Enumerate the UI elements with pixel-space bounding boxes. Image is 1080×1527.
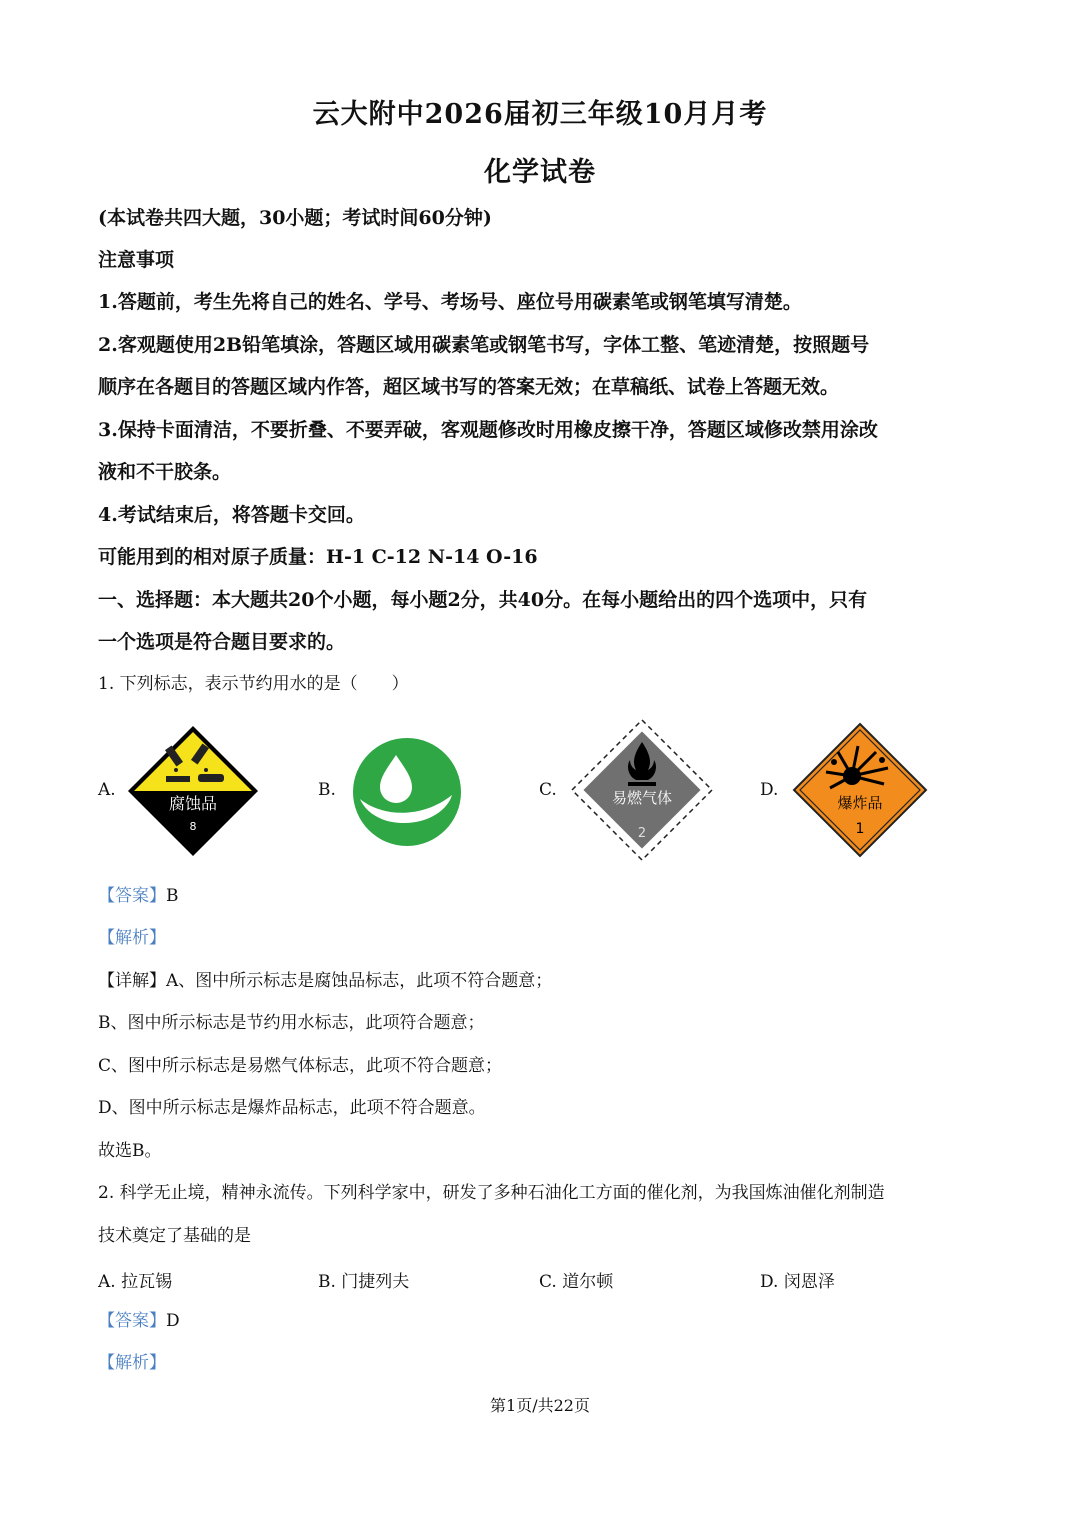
note-item-3-line-1: 3.保持卡面清洁，不要折叠、不要弄破，客观题修改时用橡皮擦干净，答题区域修改禁用涂改 [98,419,878,441]
q1-detail-b: B、图中所示标志是节约用水标志，此项符合题意； [98,1013,485,1033]
q1-detail-d: D、图中所示标志是爆炸品标志，此项不符合题意。 [98,1098,486,1118]
q1-detail-a-text: A、图中所示标志是腐蚀品标志，此项不符合题意； [166,971,553,991]
exam-title: 云大附中2026届初三年级10月月考 [312,99,768,130]
q2-choice-b: B. 门捷列夫 [318,1272,410,1292]
note-item-4: 4.考试结束后，将答题卡交回。 [98,504,365,526]
q2-choice-d: D. 闵恩泽 [760,1272,835,1292]
q1-detail-c: C、图中所示标志是易燃气体标志，此项不符合题意； [98,1056,503,1076]
q1-conclusion: 故选B。 [98,1141,162,1161]
flammable-gas-sign-text: 易燃气体 [611,789,673,807]
flammable-gas-sign-number: 2 [637,826,647,841]
page-number: 第1页/共22页 [490,1396,590,1415]
question-2-stem-line-2: 技术奠定了基础的是 [98,1226,251,1246]
note-item-3-line-2: 液和不干胶条。 [98,461,232,483]
q1-detail-tag: 【详解】 [98,971,166,991]
q2-answer-value: D [166,1311,180,1331]
q1-option-b-label: B. [318,780,336,800]
corrosive-sign-icon [126,724,260,858]
q1-answer-line [98,885,988,907]
water-saving-sign-icon [352,737,462,847]
notes-heading: 注意事项 [98,249,175,271]
corrosive-sign-number: 8 [189,820,197,833]
explosive-sign-text: 爆炸品 [837,794,883,812]
flammable-gas-sign-icon [570,718,714,862]
q2-answer-tag: 【答案】 [98,1311,166,1331]
q1-answer-value: B [166,886,179,906]
q1-answer-tag: 【答案】 [98,886,166,906]
note-item-2-line-1: 2.客观题使用2B铅笔填涂，答题区域用碳素笔或钢笔书写，字体工整、笔迹清楚，按照题号 [98,334,870,356]
note-item-2-line-2: 顺序在各题目的答题区域内作答，超区域书写的答案无效；在草稿纸、试卷上答题无效。 [98,376,840,398]
section-1-heading-line-2: 一个选项是符合题目要求的。 [98,631,346,653]
q1-detail-a [98,970,988,992]
explosive-sign-number: 1 [855,821,865,837]
question-2-stem-line-1: 2. 科学无止境，精神永流传。下列科学家中，研发了多种石油化工方面的催化剂，为我国炼油催化剂制造 [98,1183,885,1203]
atomic-mass-line: 可能用到的相对原子质量：H-1 C-12 N-14 O-16 [98,546,538,568]
q2-answer-line [98,1310,988,1332]
q1-analysis-tag: 【解析】 [98,928,166,948]
q1-option-a-label: A. [98,780,116,800]
corrosive-sign-text: 腐蚀品 [168,794,218,813]
exam-subtitle: 化学试卷 [484,157,596,188]
note-item-1: 1.答题前，考生先将自己的姓名、学号、考场号、座位号用碳素笔或钢笔填写清楚。 [98,291,802,313]
question-1-stem: 1. 下列标志，表示节约用水的是（ ） [98,674,409,694]
q2-choice-c: C. 道尔顿 [539,1272,614,1292]
exam-scope: (本试卷共四大题，30小题；考试时间60分钟) [98,207,492,229]
section-1-heading-line-1: 一、选择题：本大题共20个小题，每小题2分，共40分。在每小题给出的四个选项中，只有 [98,589,868,611]
explosive-sign-icon [792,722,928,858]
q1-option-c-label: C. [539,780,557,800]
q1-option-d-label: D. [760,780,779,800]
q2-choice-a: A. 拉瓦锡 [98,1272,173,1292]
q2-analysis-tag: 【解析】 [98,1353,166,1373]
